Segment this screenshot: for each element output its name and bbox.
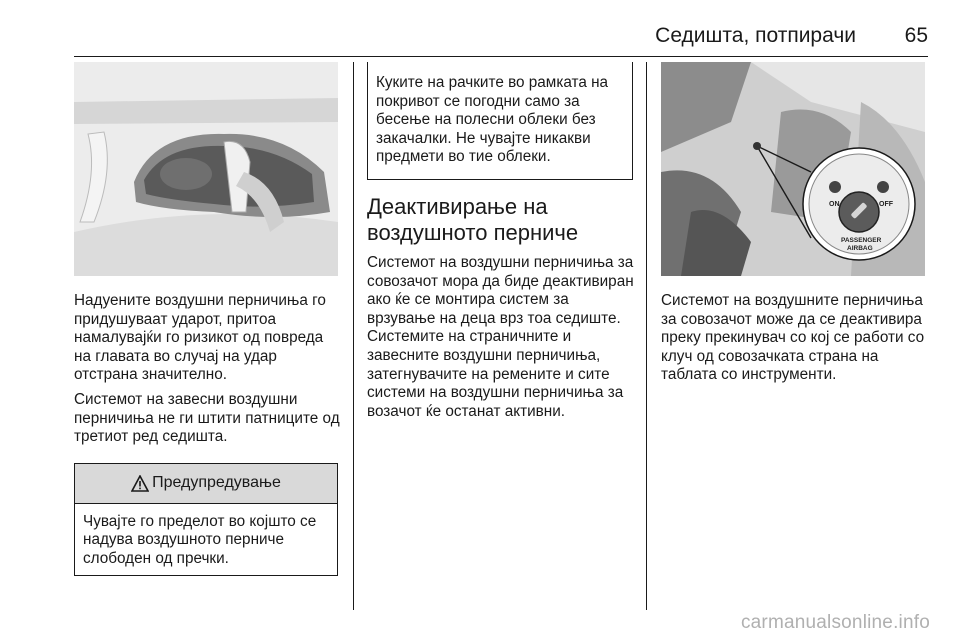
warning-text: Чувајте го пределот во којшто се надува воздушното перниче слободен од пречки. bbox=[83, 512, 317, 567]
svg-text:ON: ON bbox=[829, 201, 840, 208]
watermark[interactable]: carmanualsonline.info bbox=[740, 612, 930, 633]
svg-text:PASSENGER: PASSENGER bbox=[841, 237, 882, 244]
column-middle bbox=[367, 62, 635, 421]
column-right bbox=[661, 62, 929, 385]
warning-box bbox=[74, 463, 338, 576]
curtain-airbag-illustration bbox=[74, 62, 338, 276]
svg-text:OFF: OFF bbox=[879, 201, 893, 208]
column-divider bbox=[353, 62, 354, 610]
paragraph: Системот на воздушни перничиња за совозачот мора да биде деактивиран ако ќе се монтира систем за врзување на деца врз тоа седиште. Системите на страничните и завесните воздушни перничиња, затегнувачите на ремените и сите системи на воздушни перничиња за возачот ќе останат активни. bbox=[367, 253, 634, 420]
svg-text:AIRBAG: AIRBAG bbox=[847, 245, 873, 252]
page-number: 65 bbox=[904, 24, 928, 47]
airbag-switch-photo bbox=[661, 62, 925, 276]
notice-box: Куките на рачките во рамката на покривот се погодни само за бесење на полесни облеки без закачалки. Не чувајте никакви предмети во тие облеки. bbox=[367, 62, 633, 180]
column-divider bbox=[646, 62, 647, 610]
paragraph: Надуените воздушни перничиња го придушуваат ударот, притоа намалувајќи го ризикот од повреда на главата во случај на удар отстрана значително. bbox=[74, 292, 326, 384]
paragraph: Системот на завесни воздушни перничиња не ги штити патниците од третиот ред седишта. bbox=[74, 390, 340, 446]
header-rule bbox=[74, 56, 928, 57]
page-title: Седишта, потпирачи bbox=[655, 24, 856, 47]
column-left bbox=[74, 62, 342, 576]
curtain-airbag-photo bbox=[74, 62, 338, 276]
warning-title: Предупредување bbox=[152, 474, 281, 492]
section-heading: Деактивирање на воздушното перниче bbox=[367, 193, 579, 245]
airbag-switch-illustration bbox=[661, 62, 925, 276]
warning-triangle-icon bbox=[131, 475, 149, 492]
paragraph: Системот на воздушните перничиња за совозачот може да се деактивира преку прекинувач со кој се работи со клуч од совозачката страна на таблата со инструменти. bbox=[661, 292, 925, 384]
warning-header bbox=[75, 464, 337, 504]
